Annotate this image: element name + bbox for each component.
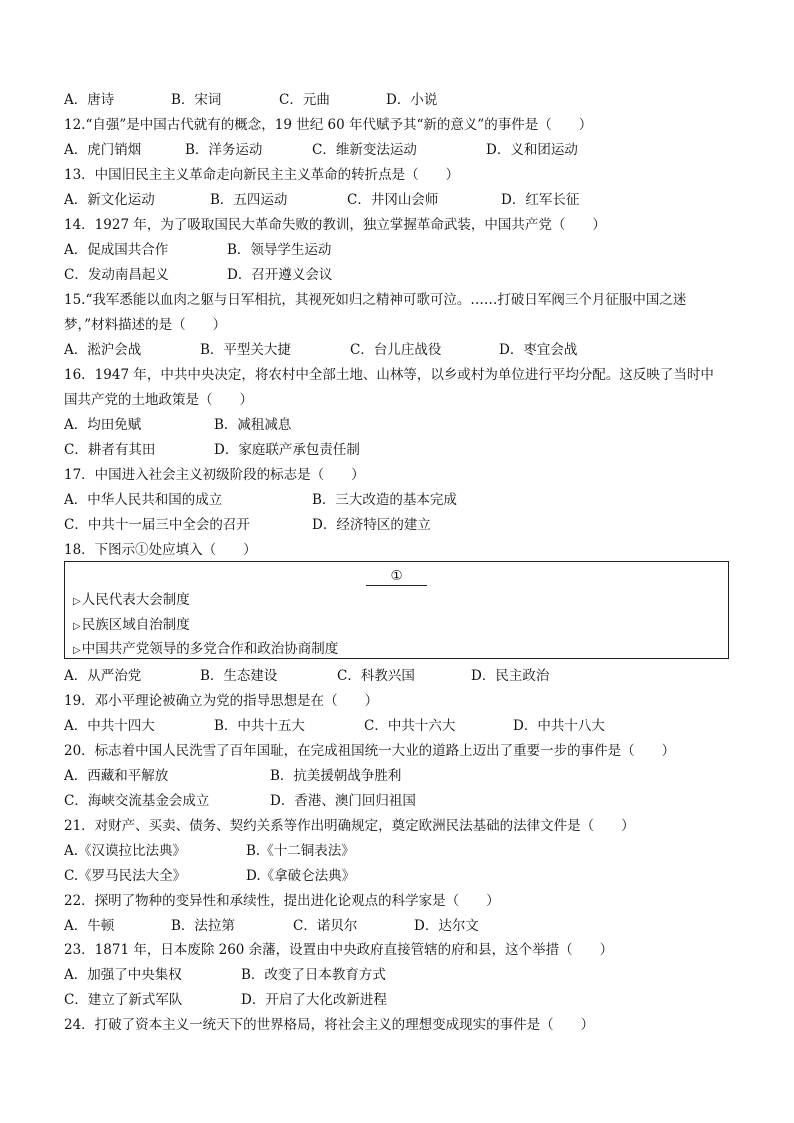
question-16-stem-cont: 国共产党的土地政策是（ ）	[64, 392, 253, 408]
option-a[interactable]: A．唐诗	[64, 92, 115, 108]
option-a[interactable]: A．中华人民共和国的成立	[64, 492, 223, 508]
question-20-stem: 20．标志着中国人民洗雪了百年国耻，在完成祖国统一大业的道路上迈出了重要一步的事件是（ ）	[64, 743, 676, 759]
question-24-stem: 24．打破了资本主义一统天下的世界格局，将社会主义的理想变成现实的事件是（ ）	[64, 1017, 595, 1033]
option-a[interactable]: A．促成国共合作	[64, 242, 169, 258]
option-b[interactable]: B．改变了日本教育方式	[241, 967, 386, 983]
triangle-bullet-icon: ▷	[73, 596, 81, 607]
diagram-item-text: 中国共产党领导的多党合作和政治协商制度	[81, 641, 339, 657]
option-b[interactable]: B．洋务运动	[185, 142, 263, 158]
option-b[interactable]: B．宋词	[171, 92, 222, 108]
option-b[interactable]: B．平型关大捷	[200, 342, 291, 358]
question-18-stem: 18．下图示①处应填入（ ）	[64, 542, 257, 558]
option-c[interactable]: C．发动南昌起义	[64, 267, 169, 283]
question-12-stem: 12.“自强”是中国古代就有的概念，19 世纪 60 年代赋予其“新的意义”的事件是（ ）	[64, 117, 593, 133]
question-19-stem: 19．邓小平理论被确立为党的指导思想是在（ ）	[64, 693, 379, 709]
diagram-item	[73, 640, 338, 660]
option-b[interactable]: B.《十二铜表法》	[246, 843, 355, 859]
option-a[interactable]: A．新文化运动	[64, 192, 155, 208]
option-d[interactable]: D．枣宜会战	[499, 342, 578, 358]
option-d[interactable]: D．召开遵义会议	[227, 267, 333, 283]
diagram-item	[73, 591, 190, 611]
diagram-item-text: 人民代表大会制度	[81, 592, 190, 608]
option-b[interactable]: B．五四运动	[210, 192, 288, 208]
triangle-bullet-icon: ▷	[73, 645, 81, 656]
option-c[interactable]: C．耕者有其田	[64, 442, 156, 458]
option-c[interactable]: C．科教兴国	[337, 668, 415, 684]
option-a[interactable]: A．西藏和平解放	[64, 768, 169, 784]
diagram-item	[73, 616, 190, 636]
option-a[interactable]: A．淞沪会战	[64, 342, 142, 358]
question-23-stem: 23．1871 年，日本废除 260 余藩，设置由中央政府直接管辖的府和县，这个举措（ ）	[64, 942, 614, 958]
option-d[interactable]: D．义和团运动	[486, 142, 578, 158]
option-b[interactable]: B．生态建设	[200, 668, 278, 684]
option-a[interactable]: A．虎门销烟	[64, 142, 142, 158]
option-a[interactable]: A．从严治党	[64, 668, 142, 684]
option-d[interactable]: D．开启了大化改新进程	[241, 992, 387, 1008]
question-14-stem: 14．1927 年，为了吸取国民大革命失败的教训，独立掌握革命武装，中国共产党（ ）	[64, 217, 606, 233]
option-d[interactable]: D．小说	[386, 92, 438, 108]
option-d[interactable]: D.《拿破仑法典》	[246, 868, 356, 884]
option-c[interactable]: C．中共十一届三中全会的召开	[64, 517, 250, 533]
question-15-stem-cont: 梦，”材料描述的是（ ）	[64, 317, 227, 333]
option-d[interactable]: D．家庭联产承包责任制	[214, 442, 360, 458]
option-c[interactable]: C.《罗马民法大全》	[64, 868, 187, 884]
option-d[interactable]: D．达尔文	[414, 918, 479, 934]
option-c[interactable]: C．海峡交流基金会成立	[64, 793, 210, 809]
question-16-stem: 16．1947 年，中共中央决定，将农村中全部土地、山林等，以乡或村为单位进行平均分配。这反映了当时中	[64, 367, 714, 383]
question-22-stem: 22．探明了物种的变异性和承续性，提出进化论观点的科学家是（ ）	[64, 893, 500, 909]
option-c[interactable]: C．元曲	[279, 92, 330, 108]
question-17-stem: 17．中国进入社会主义初级阶段的标志是（ ）	[64, 467, 365, 483]
option-a[interactable]: A．加强了中央集权	[64, 967, 182, 983]
option-b[interactable]: B．中共十五大	[214, 718, 305, 734]
triangle-bullet-icon: ▷	[73, 621, 81, 632]
option-b[interactable]: B．法拉第	[171, 918, 235, 934]
option-c[interactable]: C．建立了新式军队	[64, 992, 183, 1008]
option-d[interactable]: D．民主政治	[471, 668, 550, 684]
option-a[interactable]: A．牛顿	[64, 918, 115, 934]
option-d[interactable]: D．香港、澳门回归祖国	[270, 793, 416, 809]
option-d[interactable]: D．红军长征	[501, 192, 580, 208]
question-18-diagram-box	[64, 561, 729, 659]
option-c[interactable]: C．诺贝尔	[293, 918, 358, 934]
option-d[interactable]: D．中共十八大	[513, 718, 605, 734]
option-b[interactable]: B．抗美援朝战争胜利	[270, 768, 402, 784]
option-c[interactable]: C．井冈山会师	[347, 192, 439, 208]
question-15-stem: 15.“我军悉能以血肉之躯与日军相抗，其视死如归之精神可歌可泣。……打破日军阀三个月征服中国之迷	[64, 292, 687, 308]
option-a[interactable]: A．中共十四大	[64, 718, 155, 734]
diagram-item-text: 民族区域自治制度	[81, 617, 190, 633]
option-b[interactable]: B．减租减息	[214, 417, 292, 433]
option-b[interactable]: B．三大改造的基本完成	[312, 492, 457, 508]
option-b[interactable]: B．领导学生运动	[227, 242, 332, 258]
option-d[interactable]: D．经济特区的建立	[312, 517, 431, 533]
option-c[interactable]: C．维新变法运动	[312, 142, 417, 158]
question-21-stem: 21．对财产、买卖、债务、契约关系等作出明确规定，奠定欧洲民法基础的法律文件是（ ）	[64, 818, 635, 834]
option-c[interactable]: C．中共十六大	[364, 718, 456, 734]
diagram-title	[65, 567, 728, 586]
option-a[interactable]: A.《汉谟拉比法典》	[64, 843, 187, 859]
question-13-stem: 13．中国旧民主主义革命走向新民主主义革命的转折点是（ ）	[64, 167, 460, 183]
circled-one-label: ①	[366, 567, 426, 586]
option-a[interactable]: A．均田免赋	[64, 417, 142, 433]
option-c[interactable]: C．台儿庄战役	[350, 342, 442, 358]
